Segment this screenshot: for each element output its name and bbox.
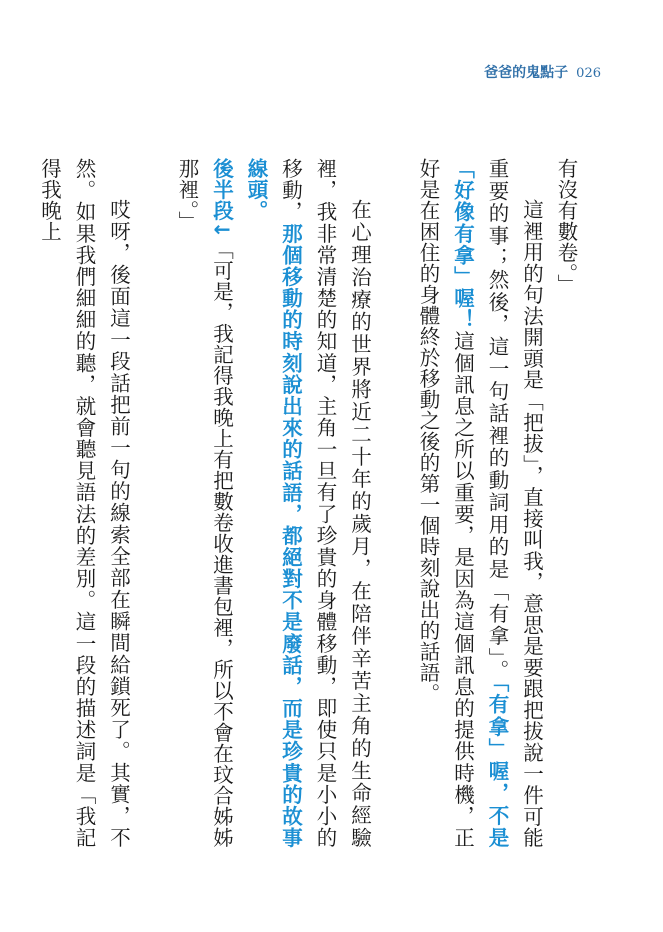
running-header — [484, 62, 601, 82]
vertical-text-body — [37, 158, 583, 849]
paragraph-4 — [170, 158, 239, 848]
paragraph-2 — [411, 158, 549, 848]
paragraph-1-text: 有沒有數卷。」 — [554, 158, 578, 295]
paragraph-3-text-a: 在心理治療的世界將近二十年的歲月，在陪伴辛苦主角的生命經驗裡，我非常清楚的知道，主角一旦有了珍貴的身體移動，即使只是小小的移動， — [278, 158, 372, 848]
book-title: 爸爸的鬼點子 — [484, 65, 569, 81]
second-half-label: 後半段↓ — [209, 158, 234, 239]
paragraph-2-emphasis: 「有拿」喔，不是「好像有拿」喔！ — [450, 158, 509, 849]
paragraph-3 — [239, 158, 377, 848]
paragraph-5-text: 哎呀，後面這一段話把前一句的線索全部在瞬間給鎖死了。其實，不然。如果我們細細的聽，就會聽見語法的差別。這一段的描述詞是「我記得我晚上 — [37, 158, 131, 848]
paragraph-2-text-b: 這個訊息之所以重要，是因為這個訊息的提供時機，正好是在困住的身體終於移動之後的第一個時刻說出的話語。 — [416, 158, 475, 849]
page-number: 026 — [576, 66, 601, 81]
paragraph-2-text-a: 這裡用的句法開頭是「把拔」，直接叫我，意思是要跟把拔說一件可能重要的事；然後，這一句話裡的動詞用的是「有拿」。 — [485, 158, 544, 848]
paragraph-1 — [549, 158, 584, 848]
paragraph-5 — [32, 158, 136, 848]
paragraph-4-quote: 「可是，我記得我晚上有把數卷收進書包裡，所以不會在玟合姊姊那裡。」 — [175, 158, 234, 849]
paragraph-3-emphasis: 那個移動的時刻說出來的話語，都絕對不是廢話，而是珍貴的故事線頭。 — [244, 158, 303, 849]
